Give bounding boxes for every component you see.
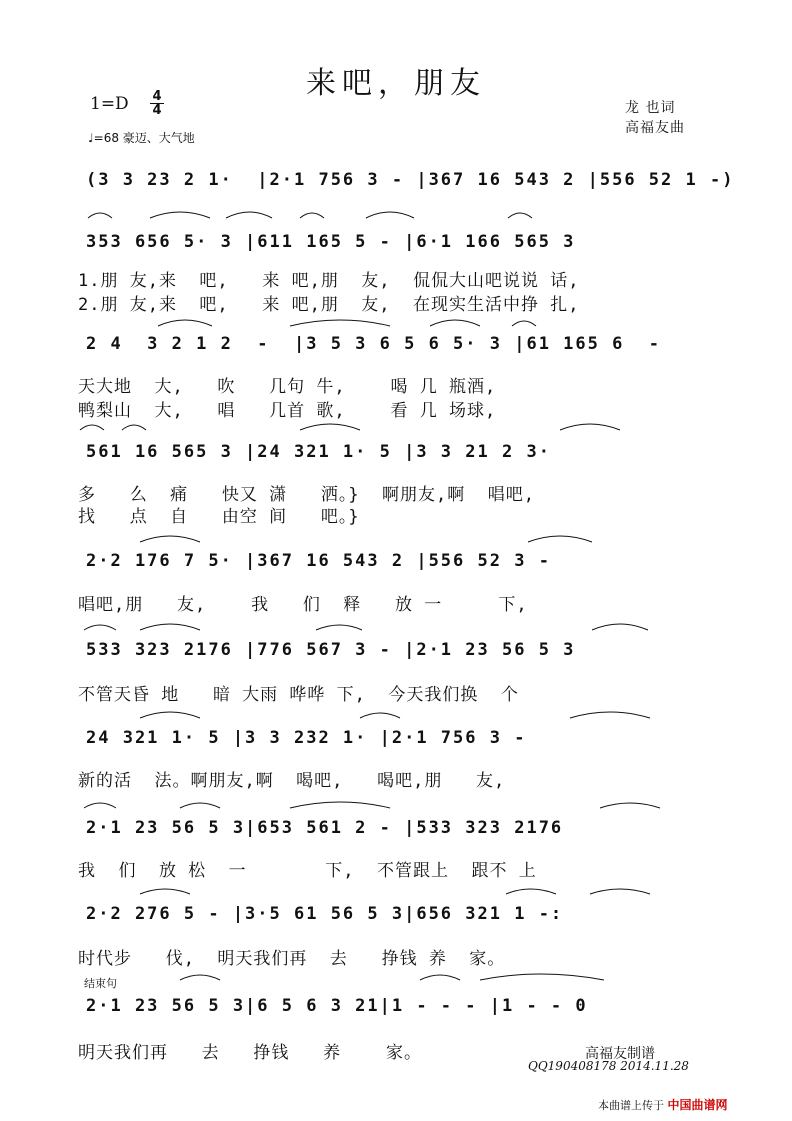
notation-line: 2 4 3 2 1 2 - |3 5 3 6 5 6 5· 3 |61 165 6 - <box>86 334 674 354</box>
lyric-line: 多 么 痛 快又 潇 洒。} 啊朋友,啊 唱吧, <box>78 485 535 505</box>
qq-date: QQ190408178 2014.11.28 <box>528 1059 689 1073</box>
notation-line: 533 323 2176 |776 567 3 - |2·1 23 56 5 3 <box>86 640 576 660</box>
lyric-line: 鸭梨山 大, 唱 几首 歌, 看 几 场球, <box>78 401 497 421</box>
tempo-marking: ♩=68 豪迈、大气地 <box>88 131 195 145</box>
lyric-line: 不管天昏 地 暗 大雨 哗哗 下, 今天我们换 个 <box>78 685 519 705</box>
lyric-line: 时代步 伐, 明天我们再 去 挣钱 养 家。 <box>78 949 506 969</box>
notation-line: 2·2 276 5 - |3·5 61 56 5 3|656 321 1 -: <box>86 904 564 924</box>
lyric-line: 找 点 自 由空 间 吧。} <box>78 507 360 527</box>
site-logo: 中国曲谱网 <box>667 1098 728 1112</box>
lyric-line: 唱吧,朋 友, 我 们 释 放 一 下, <box>78 595 528 615</box>
time-bottom: 4 <box>150 103 164 117</box>
key-signature: 1=D <box>90 94 129 114</box>
notation-line: (3 3 23 2 1· |2·1 756 3 - |367 16 543 2 |556 52 1 -) <box>86 170 735 190</box>
time-top: 4 <box>152 89 162 104</box>
notation-line: 2·1 23 56 5 3|6 5 6 3 21|1 - - - |1 - - 0 <box>86 996 588 1016</box>
lyric-line: 新的活 法。啊朋友,啊 喝吧, 喝吧,朋 友, <box>78 771 506 791</box>
lyric-line: 2.朋 友,来 吧, 来 吧,朋 友, 在现实生活中挣 扎, <box>78 295 580 315</box>
lyric-line: 我 们 放 松 一 下, 不管跟上 跟不 上 <box>78 861 537 881</box>
song-title: 来吧，朋友 <box>306 66 486 101</box>
notation-line: 24 321 1· 5 |3 3 232 1· |2·1 756 3 - <box>86 728 539 748</box>
notation-line: 2·1 23 56 5 3|653 561 2 - |533 323 2176 <box>86 818 576 838</box>
notation-line: 2·2 176 7 5· |367 16 543 2 |556 52 3 - <box>86 551 564 571</box>
notation-line: 353 656 5· 3 |611 165 5 - |6·1 166 565 3 <box>86 232 588 252</box>
lyric-line: 明天我们再 去 挣钱 养 家。 <box>78 1043 423 1063</box>
arranger-credit: 高福友制谱 <box>585 1046 655 1062</box>
ending-label: 结束句 <box>84 977 117 990</box>
lyric-line: 天大地 大, 吹 几句 牛, 喝 几 瓶酒, <box>78 377 497 397</box>
lyricist: 龙 也词 <box>625 100 676 116</box>
notation-line: 561 16 565 3 |24 321 1· 5 |3 3 21 2 3· <box>86 442 564 462</box>
footer-prefix: 本曲谱上传于 <box>598 1099 664 1112</box>
composer: 高福友曲 <box>625 120 685 136</box>
lyric-line: 1.朋 友,来 吧, 来 吧,朋 友, 侃侃大山吧说说 话, <box>78 271 580 291</box>
